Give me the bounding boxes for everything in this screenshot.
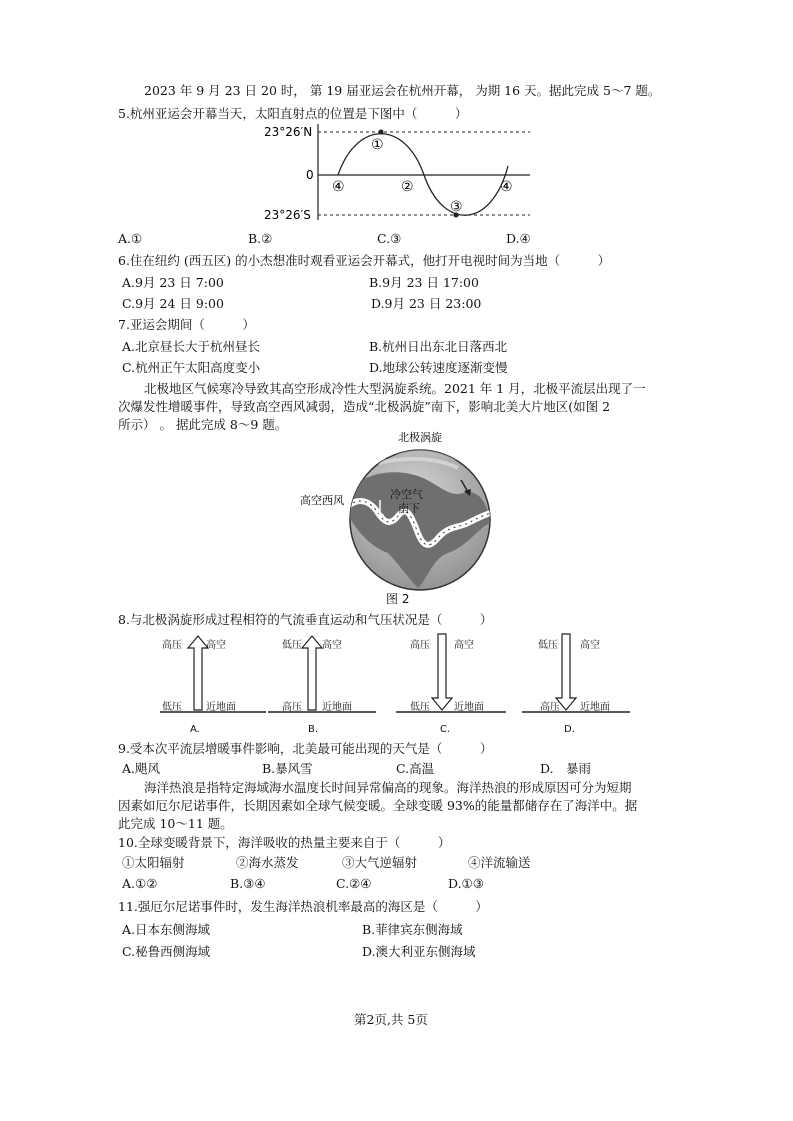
q7-option-c: C.杭州正午太阳高度变小: [122, 360, 261, 375]
a-bottom-level: 近地面: [206, 702, 236, 713]
q8-diagram-a: [152, 632, 268, 742]
a-bottom-pressure: 低压: [162, 702, 182, 713]
c-bottom-pressure: 低压: [410, 702, 430, 713]
q9-stem: 9.受本次平流层增暖事件影响，北美最可能出现的天气是（ ）: [118, 741, 493, 756]
b-bottom-level: 近地面: [322, 702, 352, 713]
c-letter: C.: [440, 724, 451, 735]
q11-option-d: D.澳大利亚东侧海域: [362, 944, 476, 959]
point-2: ②: [401, 179, 414, 195]
d-letter: D.: [564, 724, 575, 735]
q5-option-b: B.②: [248, 231, 273, 246]
q11-option-c: C.秘鲁西侧海域: [122, 944, 211, 959]
b-bottom-pressure: 高压: [282, 702, 302, 713]
intro-8-9-line1: 北极地区气候寒冷导致其高空形成冷性大型涡旋系统。2021 年 1 月，北极平流层出现了一: [144, 381, 646, 396]
d-top-pressure: 低压: [538, 640, 558, 651]
cold-air-label: 冷空气: [390, 488, 423, 501]
q8-diagram-b: [268, 632, 384, 742]
q5-option-a: A.①: [118, 231, 143, 246]
q7-option-d: D.地球公转速度逐渐变慢: [369, 360, 508, 375]
c-top-pressure: 高压: [410, 640, 430, 651]
q5-stem: 5.杭州亚运会开幕当天，太阳直射点的位置是下图中（ ）: [118, 106, 468, 121]
q10-item-2: ②海水蒸发: [236, 855, 299, 870]
q11-option-a: A.日本东侧海域: [122, 922, 211, 937]
d-top-level: 高空: [580, 640, 600, 651]
q9-option-d: D. 暴雨: [540, 761, 592, 776]
c-bottom-level: 近地面: [454, 702, 484, 713]
q10-option-a: A.①②: [122, 876, 158, 891]
intro-5-7: 2023 年 9 月 23 日 20 时， 第 19 届亚运会在杭州开幕， 为期 16 天。据此完成 5～7 题。: [144, 83, 661, 98]
q6-stem: 6.住在纽约 (西五区) 的小杰想准时观看亚运会开幕式，他打开电视时间为当地（ ）: [118, 253, 611, 268]
q6-option-b: B.9月 23 日 17:00: [369, 275, 479, 290]
d-bottom-level: 近地面: [580, 702, 610, 713]
q6-option-a: A.9月 23 日 7:00: [122, 275, 224, 290]
a-top-level: 高空: [206, 640, 226, 651]
polar-vortex-map: [298, 428, 508, 608]
q5-option-d: D.④: [506, 231, 531, 246]
point-4-right: ④: [500, 179, 513, 195]
q10-option-c: C.②④: [336, 876, 372, 891]
point-3: ③: [450, 199, 463, 215]
c-top-level: 高空: [454, 640, 474, 651]
b-top-pressure: 低压: [282, 640, 302, 651]
point-1: ①: [371, 137, 384, 153]
sun-path-figure: [262, 124, 532, 224]
a-top-pressure: 高压: [162, 640, 182, 651]
q8-diagram-d: [522, 632, 638, 742]
q8-stem: 8.与北极涡旋形成过程相符的气流垂直运动和气压状况是（ ）: [118, 612, 493, 627]
q8-diagram-c: [396, 632, 512, 742]
b-top-level: 高空: [322, 640, 342, 651]
q10-item-3: ③大气逆辐射: [342, 855, 418, 870]
q10-option-b: B.③④: [230, 876, 266, 891]
q9-option-c: C.高温: [396, 761, 435, 776]
q5-option-c: C.③: [377, 231, 402, 246]
q11-option-b: B.菲律宾东侧海域: [362, 922, 463, 937]
intro-8-9-line2: 次爆发性增暖事件，导致高空西风减弱，造成“北极涡旋”南下，影响北美大片地区(如图 2: [118, 399, 611, 414]
q10-option-d: D.①③: [448, 876, 484, 891]
b-letter: B.: [308, 724, 319, 735]
q9-option-a: A.飓风: [122, 761, 161, 776]
q10-item-4: ④洋流输送: [468, 855, 531, 870]
q9-option-b: B.暴风雪: [262, 761, 313, 776]
lat-s-label: 23°26′S: [264, 208, 311, 222]
cold-air-south-label: 南下: [398, 502, 420, 515]
intro-10-11-line1: 海洋热浪是指特定海域海水温度长时间异常偏高的现象。海洋热浪的形成原因可分为短期: [144, 780, 632, 795]
intro-10-11-line2: 因素如厄尔尼诺事件，长期因素如全球气候变暖。全球变暖 93%的能量都储存在了海洋中。据: [118, 798, 638, 813]
point-4-left: ④: [332, 179, 345, 195]
q7-option-a: A.北京昼长大于杭州昼长: [122, 339, 261, 354]
figure-2-caption: 图 2: [386, 592, 410, 606]
q6-option-c: C.9月 24 日 9:00: [122, 296, 224, 311]
q10-stem: 10.全球变暖背景下，海洋吸收的热量主要来自于（ ）: [118, 835, 451, 850]
q7-stem: 7.亚运会期间（ ）: [118, 317, 255, 332]
d-bottom-pressure: 高压: [540, 702, 560, 713]
map-title: 北极涡旋: [398, 431, 442, 444]
q7-option-b: B.杭州日出东北日落西北: [369, 339, 508, 354]
lat-n-label: 23°26′N: [264, 125, 313, 139]
q10-item-1: ①太阳辐射: [122, 855, 185, 870]
a-letter: A.: [190, 724, 200, 735]
page-footer: 第2页,共 5页: [354, 1012, 428, 1027]
intro-10-11-line3: 此完成 10～11 题。: [118, 816, 233, 831]
lat-zero-label: 0: [306, 168, 314, 182]
westerly-label: 高空西风: [300, 494, 344, 507]
q11-stem: 11.强厄尔尼诺事件时，发生海洋热浪机率最高的海区是（ ）: [118, 899, 488, 914]
intro-8-9-line3: 所示） 。 据此完成 8～9 题。: [118, 417, 288, 432]
q6-option-d: D.9月 23 日 23:00: [371, 296, 482, 311]
